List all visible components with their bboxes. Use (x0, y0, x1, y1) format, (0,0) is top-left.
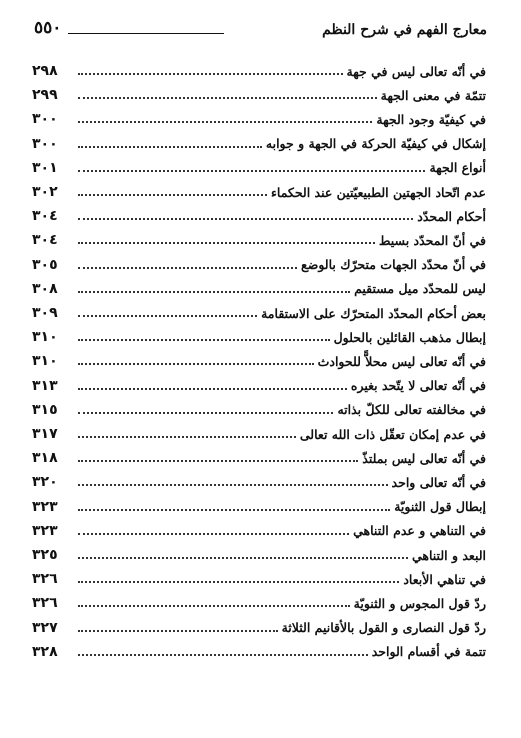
toc-entry (32, 351, 486, 371)
dot-leader (78, 460, 358, 462)
dot-leader (78, 363, 314, 365)
toc-entry-page: ٣٠٢ (32, 184, 58, 200)
dot-leader (78, 630, 278, 632)
toc-entry (32, 327, 486, 347)
toc-entry-title: بعض أحكام المحدّد المتحرّك على الاستقامة (261, 305, 486, 321)
toc-entry-title: في التناهي و عدم التناهي (353, 523, 486, 539)
toc-entry (32, 61, 486, 81)
running-title: معارج الفهم في شرح النظم (322, 22, 487, 38)
toc-entry-title: عدم اتّحاد الجهتين الطبيعيّتين عند الحكماء (271, 184, 486, 200)
toc-entry-page: ٣١٠ (32, 353, 58, 370)
toc-entry-title: أنواع الجهة (429, 160, 486, 176)
toc-entry (32, 303, 486, 323)
dot-leader (78, 291, 350, 293)
toc-entry-title: في أنّه تعالى واحد (391, 474, 486, 490)
dot-leader (78, 412, 333, 414)
toc-entry (32, 279, 486, 299)
toc-entry-page: ٣٢٣ (32, 498, 58, 515)
dot-leader (78, 484, 388, 486)
toc-entry-title: إبطال قول الثنويّة (394, 499, 486, 515)
toc-entry-page: ٣٠٨ (32, 280, 58, 297)
toc-entry-page: ٣٢٨ (32, 643, 58, 660)
toc-entry (32, 545, 486, 565)
toc-entry (32, 230, 486, 250)
toc-entry-title: تتمة في أقسام الواحد (371, 644, 486, 660)
dot-leader (78, 97, 377, 99)
toc-entry-page: ٣٠٠ (32, 111, 58, 128)
dot-leader (78, 388, 347, 390)
toc-entry-title: في أنّه تعالى ليس بملتذّ (362, 450, 486, 466)
toc-entry-title: في عدم إمكان تعقّل ذات الله تعالى (299, 426, 486, 442)
dot-leader (78, 654, 368, 656)
toc-entry-page: ٣٢٧ (32, 619, 58, 636)
toc-entry-title: البعد و التناهي (411, 547, 486, 563)
toc-entry-page: ٣٠١ (32, 159, 58, 176)
toc-entry (32, 521, 486, 541)
toc-entry-title: ردّ قول النصارى و القول بالأقانيم الثلاثة (281, 620, 486, 636)
dot-leader (78, 194, 267, 196)
toc-entry (32, 400, 486, 420)
toc-entry-title: في أنّه تعالى لا يتّحد بغيره (350, 378, 486, 394)
toc-entry-page: ٣٠٠ (32, 135, 58, 152)
toc-entry (32, 255, 486, 275)
toc-entry-title: في كيفيّة وجود الجهة (376, 111, 486, 127)
toc-entry (32, 182, 486, 202)
toc-entry (32, 618, 486, 638)
toc-entry-page: ٣٢٥ (32, 547, 58, 563)
toc-entry-title: في أنّ محدّد الجهات متحرّك بالوضع (301, 257, 486, 273)
toc-entry (32, 497, 486, 517)
dot-leader (78, 436, 296, 438)
header-rule (68, 33, 224, 34)
toc-entry (32, 134, 486, 154)
toc-entry-title: في مخالفته تعالى للكلّ بذاته (337, 402, 486, 418)
dot-leader (78, 533, 349, 535)
toc-entry-page: ٢٩٨ (32, 63, 58, 79)
toc-entry-title: في أنّه تعالى ليس محلاًّ للحوادث (317, 353, 486, 369)
dot-leader (78, 242, 375, 244)
toc-entry-page: ٣٠٥ (32, 256, 58, 273)
dot-leader (78, 581, 399, 583)
toc-entry (32, 109, 486, 129)
toc-entry (32, 472, 486, 492)
toc-entry-page: ٣٢٠ (32, 474, 58, 491)
toc-entry (32, 593, 486, 613)
dot-leader (78, 170, 425, 172)
toc-entry (32, 569, 486, 589)
toc-entry-title: أحكام المحدّد (417, 208, 486, 224)
dot-leader (78, 73, 343, 75)
dot-leader (78, 509, 390, 511)
page-number: ٥٥٠ (34, 18, 62, 38)
toc-entry-title: في أنّه تعالى ليس في جهة (346, 63, 486, 79)
toc-entry-title: تتمّة في معنى الجهة (380, 87, 486, 103)
toc-entry-page: ٣١٠ (32, 329, 58, 346)
dot-leader (78, 557, 408, 559)
toc-entry-page: ٣٢٦ (32, 595, 58, 612)
toc-entry-page: ٣٠٩ (32, 305, 58, 321)
dot-leader (78, 339, 330, 341)
dot-leader (78, 315, 257, 317)
toc-entry-title: في أنّ المحدّد بسيط (378, 232, 486, 248)
toc-entry (32, 376, 486, 396)
toc-entry-page: ٣٢٣ (32, 522, 58, 539)
toc-entry (32, 448, 486, 468)
toc-entry-page: ٣١٥ (32, 401, 58, 418)
dot-leader (78, 267, 297, 269)
toc-entry-page: ٣١٣ (32, 377, 58, 394)
toc-entry-page: ٣٠٤ (32, 208, 58, 225)
toc-entry-title: في تناهي الأبعاد (403, 571, 486, 587)
toc-entry (32, 642, 486, 662)
toc-entry-page: ٣١٨ (32, 450, 58, 467)
dot-leader (78, 218, 413, 220)
toc-entry-title: إبطال مذهب القائلين بالحلول (333, 329, 486, 345)
toc-entry-title: ليس للمحدّد ميل مستقيم (354, 281, 486, 297)
toc-entry (32, 85, 486, 105)
toc-entry-page: ٣١٧ (32, 426, 58, 442)
toc-entry-title: ردّ قول المجوس و الثنويّة (353, 595, 486, 611)
dot-leader (78, 121, 372, 123)
toc-entry (32, 424, 486, 444)
toc-entry (32, 158, 486, 178)
toc-entry-title: إشكال في كيفيّة الحركة في الجهة و جوابه (265, 136, 486, 152)
page-header (0, 0, 521, 50)
toc-entry-page: ٣٢٦ (32, 571, 58, 588)
toc-entry-page: ٢٩٩ (32, 87, 58, 104)
toc-entry (32, 206, 486, 226)
dot-leader (78, 605, 350, 607)
dot-leader (78, 146, 262, 148)
toc-entry-page: ٣٠٤ (32, 232, 58, 249)
